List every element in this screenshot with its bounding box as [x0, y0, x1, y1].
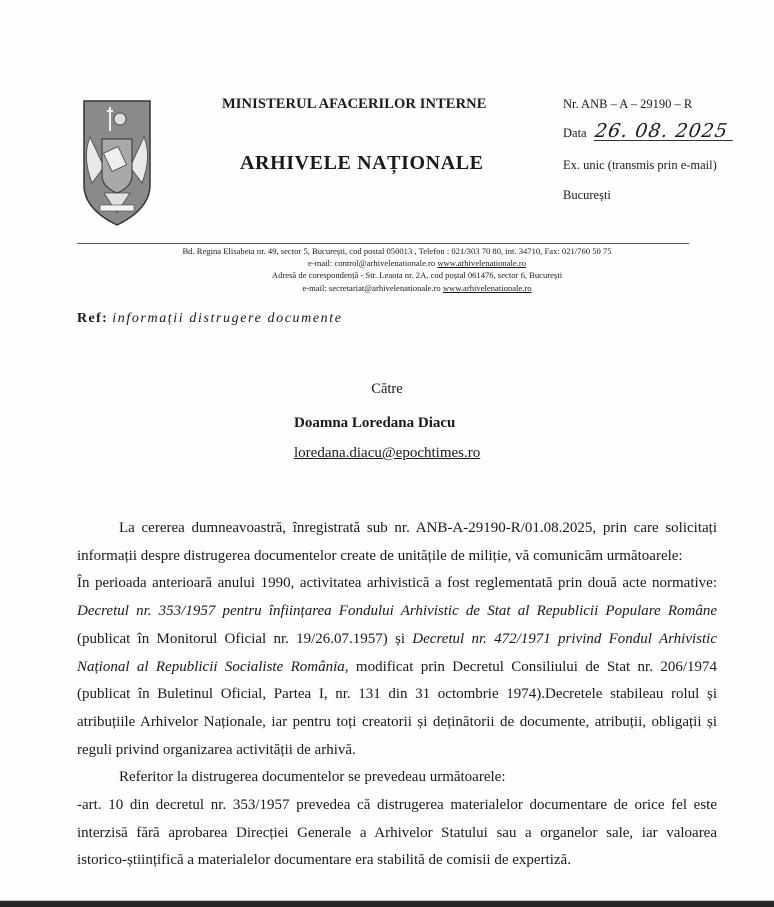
to-label-row — [0, 381, 774, 398]
institution-name: ARHIVELE NAȚIONALE — [240, 152, 484, 174]
ref-label: Ref: — [77, 311, 109, 326]
decree-title: Național al Republicii Socialiste România — [77, 658, 345, 675]
body-line: reguli privind organizarea activității de arhivă. — [77, 741, 356, 758]
ministry-name: MINISTERUL AFACERILOR INTERNE — [222, 96, 487, 112]
body-line: istorico-științifică a materialelor documentare era stabilită de comisii de expertiză. — [77, 852, 571, 869]
body-line — [77, 626, 717, 654]
to-label: Către — [371, 381, 403, 397]
contact-email-text: e-mail: secretariat@arhivelenationale.ro — [302, 283, 443, 293]
recipient-email-link[interactable]: loredana.diacu@epochtimes.ro — [294, 445, 481, 461]
contact-email-text: e-mail: control@arhivelenationale.ro — [307, 258, 438, 268]
handwritten-date: 26. 08. 2025 — [593, 122, 735, 141]
header-divider — [77, 243, 689, 244]
reference-number: Nr. ANB – A – 29190 – R — [563, 97, 693, 111]
body-line — [77, 654, 717, 682]
coat-of-arms-icon — [80, 97, 154, 227]
city: București — [563, 188, 611, 202]
website-link[interactable]: www.arhivelenationale.ro — [437, 258, 527, 268]
body-line: În perioada anterioară anului 1990, activitatea arhivistică a fost reglementată prin două acte normative: — [77, 575, 717, 592]
body-line-italic — [77, 598, 717, 626]
copy-note: Ex. unic (transmis prin e-mail) — [563, 158, 717, 172]
date-label: Data — [563, 126, 587, 140]
reference-subject — [77, 311, 343, 327]
ref-subject: informații distrugere documente — [112, 311, 343, 326]
date-field — [563, 122, 733, 141]
body-line: -art. 10 din decretul nr. 353/1957 prevedea că distrugerea materialelor documentare de orice fel este — [77, 797, 717, 814]
body-text: , modificat prin Decretul Consiliului de Stat nr. 206/1974 — [344, 658, 717, 675]
decree-title: Decretul nr. 472/1971 privind Fondul Arhivistic — [412, 630, 717, 647]
website-link[interactable]: www.arhivelenationale.ro — [442, 283, 532, 293]
body-line: (publicat în Buletinul Oficial, Partea I, nr. 131 din 31 octombrie 1974).Decretele stabileau rolul și — [77, 686, 717, 703]
contact-address: Bd. Regina Elisabeta nr. 49, sector 5, București, cod postal 050013 , Telefon : 021/303 70 80, int. 34710, Fax: 021/760 50 75 — [182, 246, 612, 256]
body-line: interzisă fără aprobarea Direcției Generale a Arhivelor Statului sau a organelor sale, iar valoarea — [77, 824, 717, 841]
letter-body — [77, 515, 717, 875]
decree-title: Decretul nr. 353/1957 pentru înființarea Fondului Arhivistic de Stat al Republicii Populare Române — [77, 603, 717, 620]
body-line: La cererea dumneavoastră, înregistrată sub nr. ANB-A-29190-R/01.08.2025, prin care solicitați — [119, 520, 717, 536]
contact-email-2 — [0, 282, 774, 294]
contact-email-1 — [0, 257, 774, 269]
recipient-name: Doamna Loredana Diacu — [294, 415, 456, 431]
body-line: informații despre distrugerea documentelor create de unitățile de miliție, vă comunicăm următoarele: — [77, 547, 683, 564]
body-text: (publicat în Monitorul Oficial nr. 19/26.07.1957) și — [77, 630, 413, 647]
body-line: Referitor la distrugerea documentelor se prevedeau următoarele: — [119, 769, 506, 786]
body-line: atribuțiile Arhivelor Naționale, iar pentru toți creatorii și deținătorii de documente, atribuții, obligații și — [77, 713, 717, 730]
contact-correspondence: Adresă de corespondență - Str. Leaota nr. 2A, cod poștal 061476, sector 6, București — [271, 270, 563, 280]
